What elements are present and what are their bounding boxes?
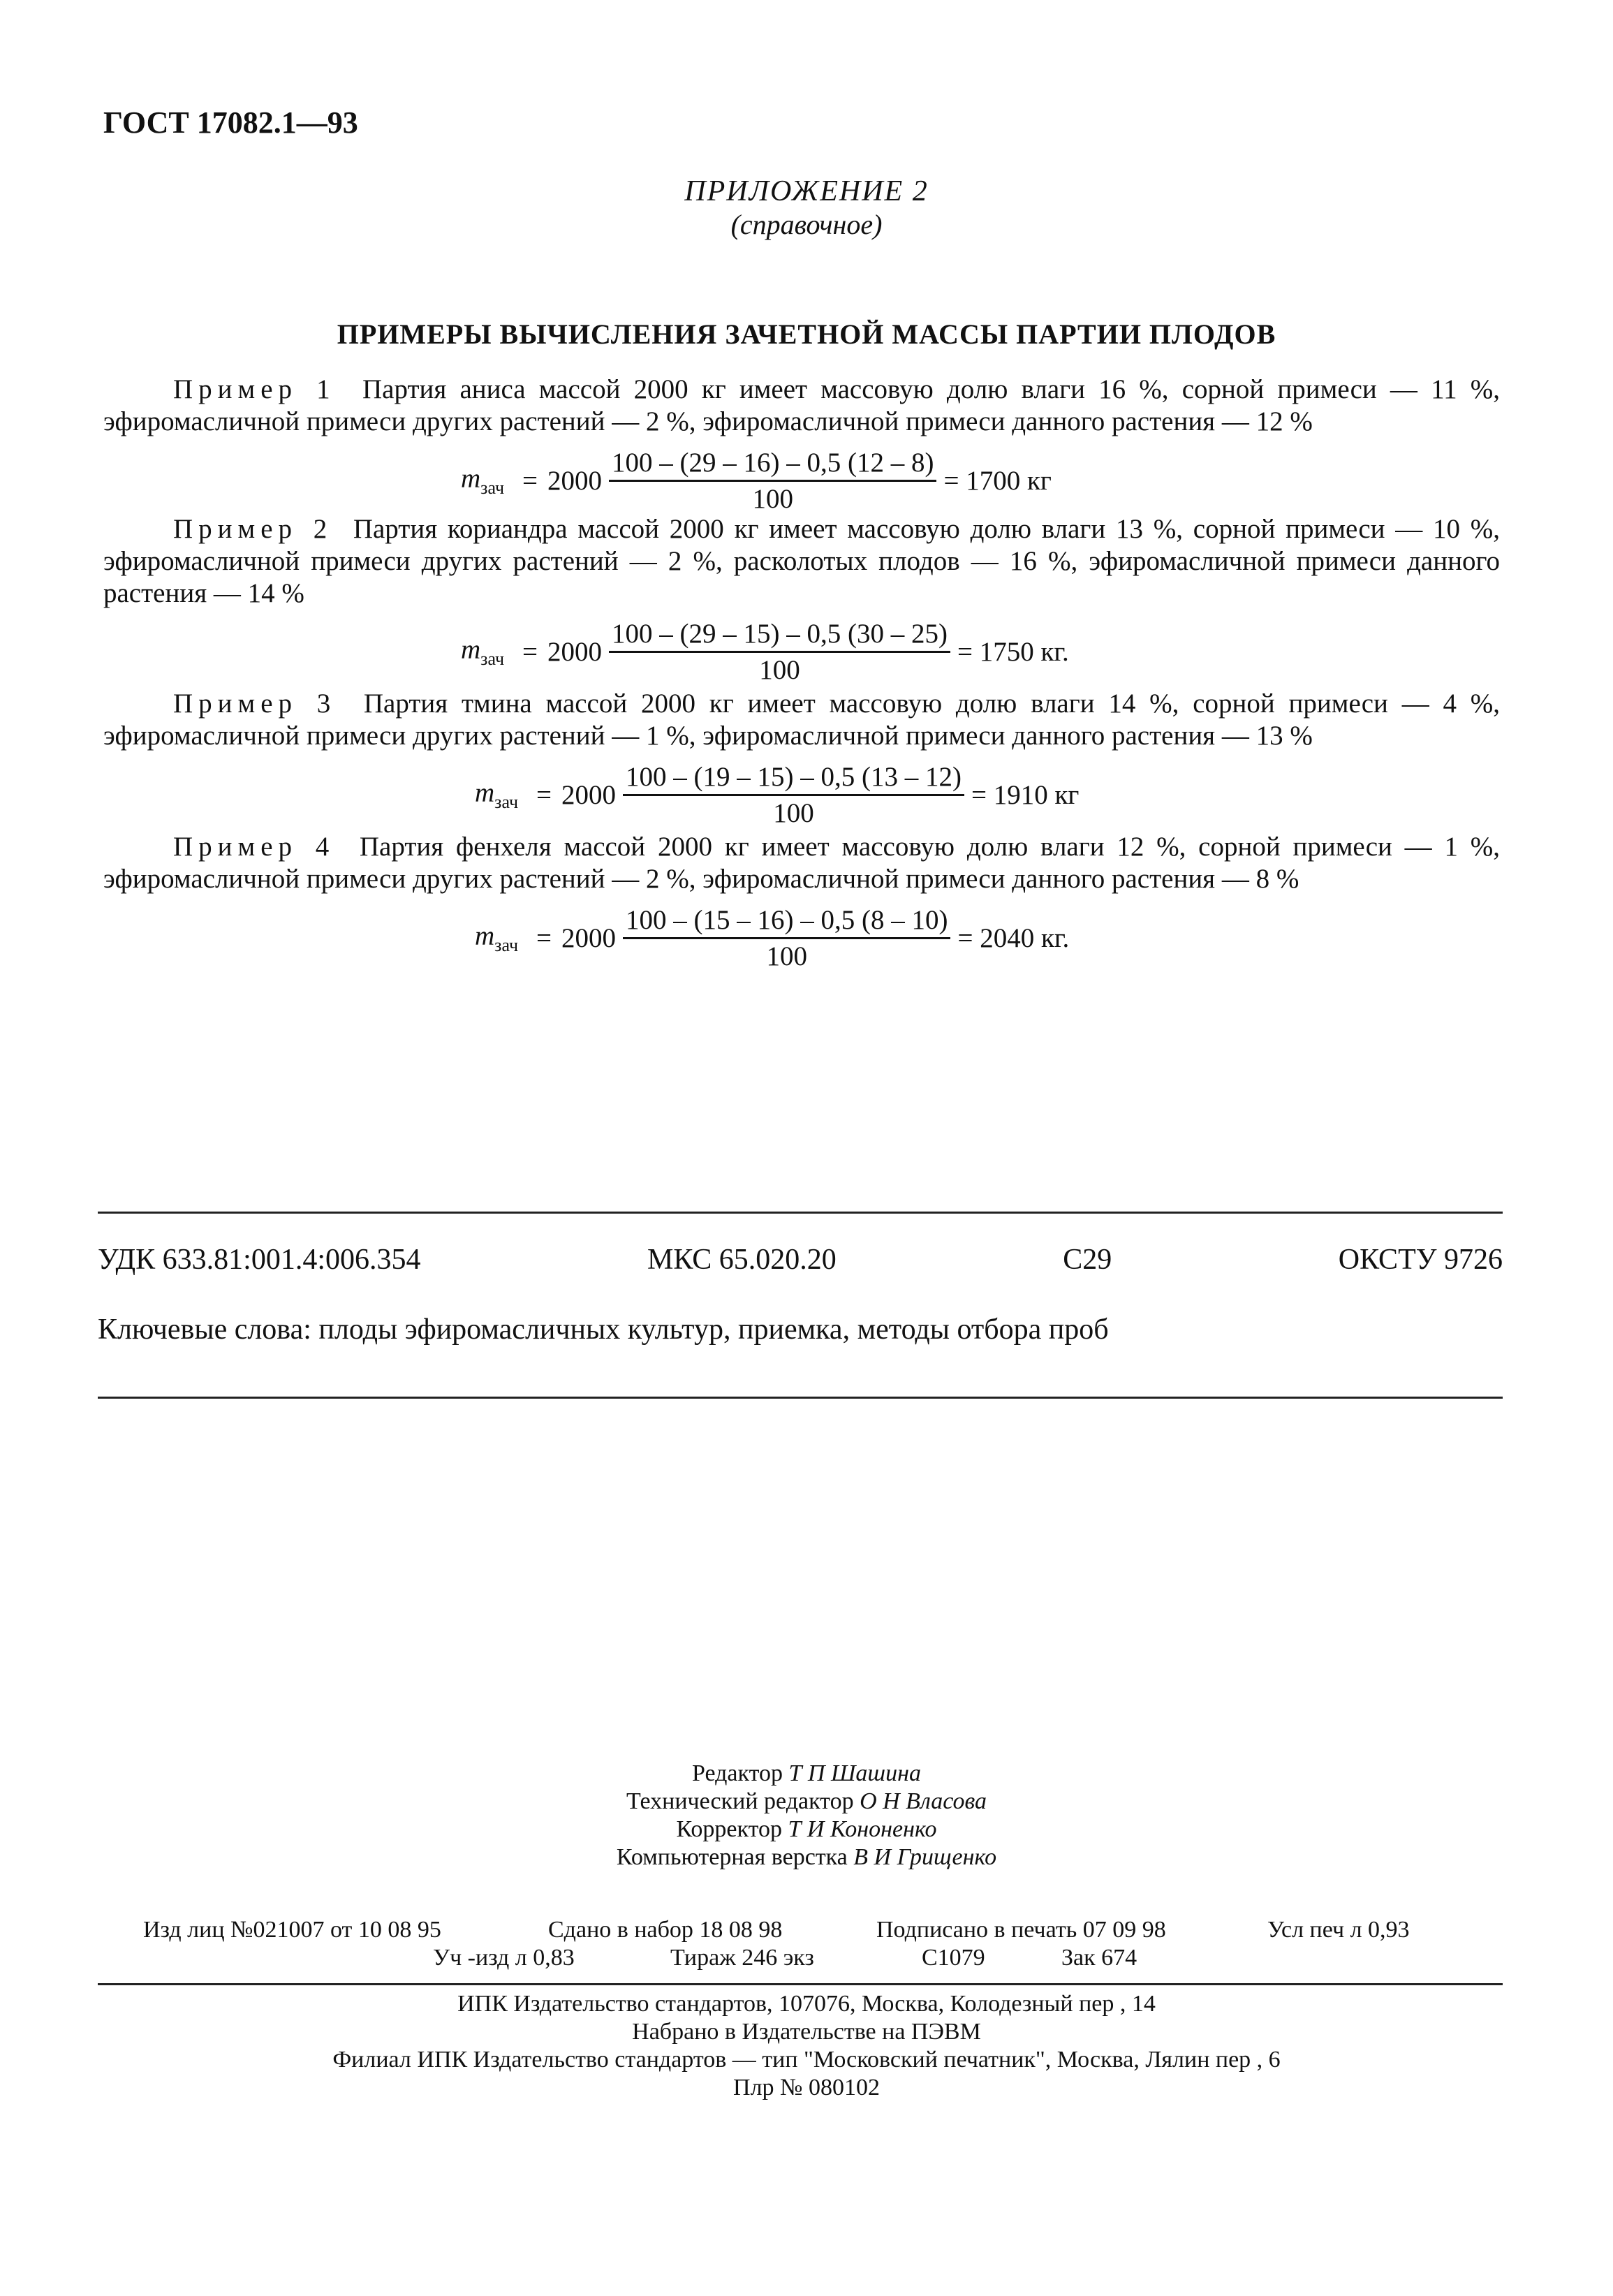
equals-sign: = — [536, 923, 552, 953]
equals-sign: = — [536, 780, 552, 810]
credit-layout: Компьютерная верстка В И Грищенко — [616, 1844, 997, 1870]
formula-result: = 1750 кг. — [957, 637, 1069, 667]
okstu-code: ОКСТУ 9726 — [1338, 1244, 1503, 1276]
formula-coef: 2000 — [547, 637, 603, 667]
publication-code: С1079 — [922, 1945, 985, 1971]
equals-sign: = — [522, 466, 538, 496]
imprint-line: Набрано в Издательстве на ПЭВМ — [632, 2019, 981, 2045]
example-body: Партия тмина массой 2000 кг имеет массовую долю влаги 14 %, сорной примеси — 4 %, эфиромасличной примеси других растений — 1 %, эфиромасличной примеси данного растения — 13 % — [103, 689, 1500, 751]
example-4-formula — [475, 904, 1069, 972]
formula-lhs: $m_{зач}$ — [461, 635, 505, 669]
formula-numerator: 100 – (29 – 15) – 0,5 (30 – 25) — [609, 618, 950, 653]
publication-row-1 — [143, 1917, 1410, 1943]
formula-denominator: 100 — [752, 484, 793, 514]
credit-proofreader: Корректор Т И Кононенко — [676, 1816, 937, 1842]
publication-license: Изд лиц №021007 от 10 08 95 — [143, 1917, 441, 1943]
formula-fraction — [609, 618, 950, 686]
publication-print-run: Тираж 246 экз — [670, 1945, 814, 1971]
formula-fraction — [609, 447, 936, 515]
publication-typeset: Сдано в набор 18 08 98 — [548, 1917, 783, 1943]
example-body: Партия кориандра массой 2000 кг имеет массовую долю влаги 13 %, сорной примеси — 10 %, эфиромасличной примеси других растений — 2 %, расколотых плодов — 16 %, эфиромасличной примеси данного растения — 14 % — [103, 514, 1501, 608]
formula-lhs: $m_{зач}$ — [475, 778, 519, 812]
publication-order: Зак 674 — [1061, 1945, 1137, 1971]
udk-code: УДК 633.81:001.4:006.354 — [98, 1244, 421, 1276]
example-label: Пример 2 — [173, 514, 333, 544]
credits — [0, 1760, 1613, 1871]
example-1-text — [103, 374, 1500, 438]
publication-sheets: Усл печ л 0,93 — [1267, 1917, 1410, 1943]
formula-coef: 2000 — [561, 780, 617, 810]
formula-numerator: 100 – (19 – 15) – 0,5 (13 – 12) — [623, 761, 964, 796]
group-code: С29 — [1063, 1244, 1112, 1276]
example-body: Партия фенхеля массой 2000 кг имеет массовую долю влаги 12 %, сорной примеси — 1 %, эфиромасличной примеси других растений — 2 %, эфиромасличной примеси данного растения — 8 % — [103, 832, 1500, 894]
publication-signed: Подписано в печать 07 09 98 — [876, 1917, 1166, 1943]
credit-tech-editor: Технический редактор О Н Власова — [626, 1788, 987, 1814]
formula-denominator: 100 — [766, 941, 807, 971]
imprint-line: Филиал ИПК Издательство стандартов — тип "Московский печатник", Москва, Лялин пер , 6 — [332, 2047, 1281, 2073]
publication-row-2 — [433, 1945, 1137, 1971]
example-4-text — [103, 831, 1500, 895]
mks-code: МКС 65.020.20 — [647, 1244, 837, 1276]
example-3-formula — [475, 761, 1079, 829]
formula-fraction — [623, 904, 950, 972]
formula-result: = 1910 кг — [971, 780, 1080, 810]
example-1-formula — [461, 447, 1052, 515]
section-title: ПРИМЕРЫ ВЫЧИСЛЕНИЯ ЗАЧЕТНОЙ МАССЫ ПАРТИИ ПЛОДОВ — [337, 318, 1276, 350]
example-label: Пример 3 — [173, 689, 337, 719]
imprint-line: ИПК Издательство стандартов, 107076, Москва, Колодезный пер , 14 — [457, 1991, 1156, 2017]
formula-result: = 1700 кг — [943, 466, 1052, 496]
appendix-subtitle: (справочное) — [730, 209, 883, 240]
divider-top — [98, 1212, 1503, 1214]
example-label: Пример 1 — [173, 374, 336, 404]
example-label: Пример 4 — [173, 832, 335, 862]
formula-result: = 2040 кг. — [957, 923, 1070, 953]
example-body: Партия аниса массой 2000 кг имеет массовую долю влаги 16 %, сорной примеси — 11 %, эфиромасличной примеси других растений — 2 %, эфиромасличной примеси данного растения — 12 % — [103, 374, 1501, 436]
formula-lhs: $m_{зач}$ — [461, 464, 505, 498]
formula-numerator: 100 – (15 – 16) – 0,5 (8 – 10) — [623, 904, 950, 939]
formula-denominator: 100 — [759, 655, 800, 685]
credit-editor: Редактор Т П Шашина — [692, 1760, 921, 1786]
equals-sign: = — [522, 637, 538, 667]
appendix-title: ПРИЛОЖЕНИЕ 2 — [684, 175, 929, 207]
imprint — [0, 1990, 1613, 2102]
formula-coef: 2000 — [561, 923, 617, 953]
example-2-formula — [461, 618, 1069, 686]
formula-fraction — [623, 761, 964, 829]
divider-middle — [98, 1397, 1503, 1399]
formula-lhs: $m_{зач}$ — [475, 921, 519, 955]
keywords: Ключевые слова: плоды эфиромасличных культур, приемка, методы отбора проб — [98, 1313, 1109, 1346]
document-code: ГОСТ 17082.1—93 — [103, 105, 358, 140]
formula-numerator: 100 – (29 – 16) – 0,5 (12 – 8) — [609, 447, 936, 482]
example-2-text — [103, 513, 1500, 610]
example-3-text — [103, 688, 1500, 752]
imprint-line: Плр № 080102 — [733, 2075, 880, 2100]
formula-coef: 2000 — [547, 466, 603, 496]
publication-pub-sheets: Уч -изд л 0,83 — [433, 1945, 575, 1971]
divider-bottom — [98, 1983, 1503, 1985]
formula-denominator: 100 — [773, 798, 814, 828]
classification-row — [98, 1243, 1503, 1276]
